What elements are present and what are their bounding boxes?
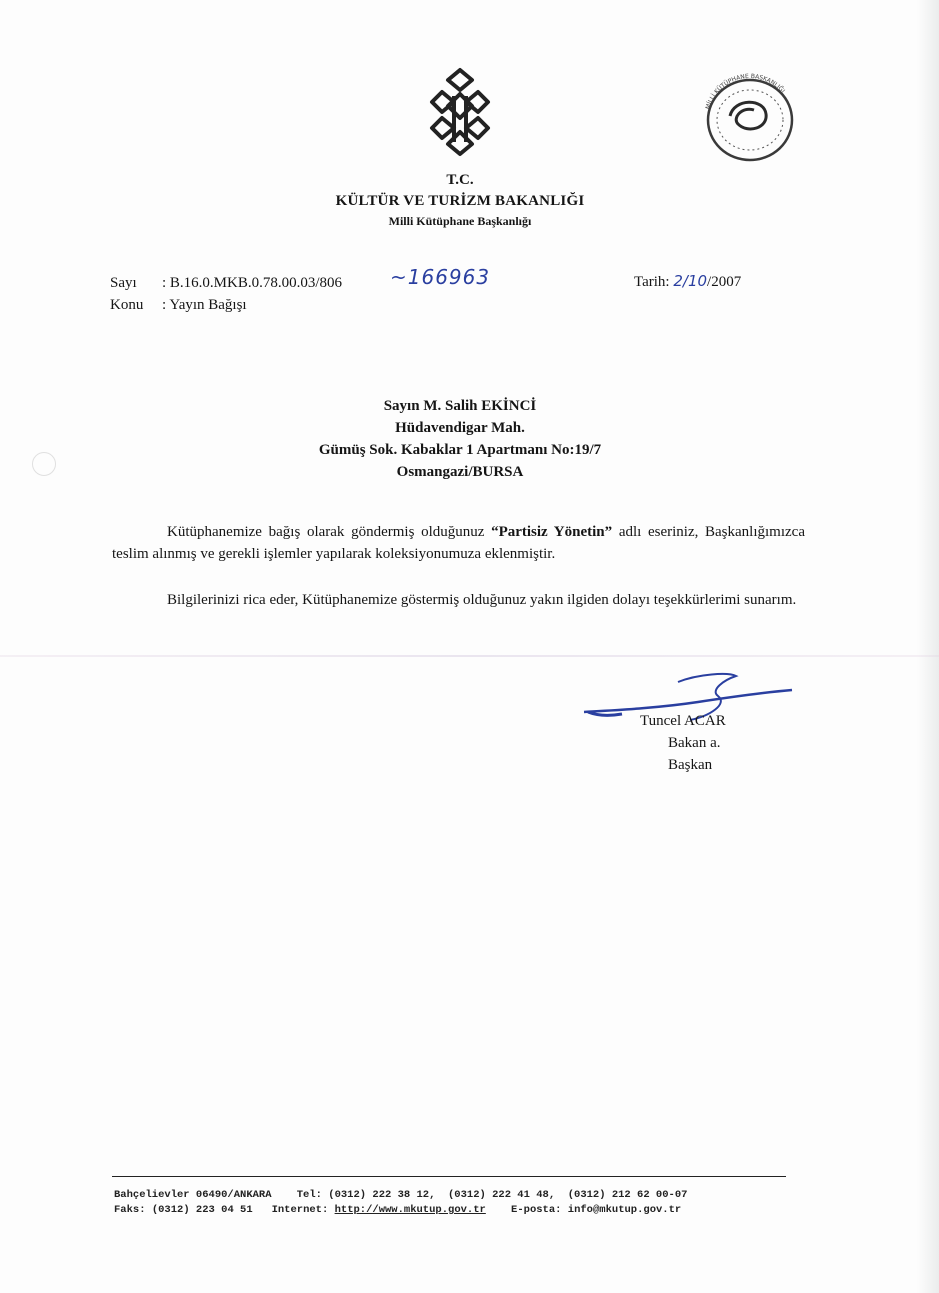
footer-divider bbox=[112, 1176, 786, 1177]
body-paragraph-2: Bilgilerinizi rica eder, Kütüphanemize göstermiş olduğunuz yakın ilgiden dolayı teşekkürlerimi sunarım. bbox=[167, 592, 797, 608]
tarih-label: Tarih: bbox=[634, 274, 670, 290]
footer-website-link[interactable]: http://www.mkutup.gov.tr bbox=[334, 1204, 486, 1216]
knot-emblem-icon bbox=[428, 66, 492, 158]
footer-tel-label: Tel: bbox=[296, 1189, 322, 1201]
footer-fax: (0312) 223 04 51 bbox=[151, 1204, 253, 1216]
library-seal-icon bbox=[694, 68, 804, 168]
footer-contact-line-2 bbox=[114, 1204, 681, 1216]
signatory-name: Tuncel ACAR bbox=[640, 713, 726, 729]
date-year: /2007 bbox=[707, 274, 742, 290]
footer-email[interactable]: info@mkutup.gov.tr bbox=[567, 1204, 682, 1216]
letterhead-tc: T.C. bbox=[446, 172, 474, 188]
recipient-name: Sayın M. Salih EKİNCİ bbox=[383, 398, 537, 414]
date-line bbox=[634, 272, 741, 291]
handwritten-day: 2 bbox=[673, 272, 683, 290]
body-text: adlı eseriniz, Başkanlığımızca teslim alınmış ve gerekli işlemler yapılarak koleksiyonumuza eklenmiştir. bbox=[112, 524, 805, 562]
svg-text:MİLLİ KÜTÜPHANE BAŞKANLIĞI: MİLLİ KÜTÜPHANE BAŞKANLIĞI bbox=[704, 72, 787, 111]
sayi-label: Sayı bbox=[110, 275, 137, 291]
footer-address: Bahçelievler 06490/ANKARA bbox=[114, 1189, 272, 1201]
signatory-role-1: Bakan a. bbox=[668, 735, 721, 751]
footer-internet-label: Internet: bbox=[271, 1204, 329, 1216]
subject-line bbox=[110, 297, 247, 314]
footer-fax-label: Faks: bbox=[114, 1204, 146, 1216]
ministry-title: KÜLTÜR VE TURİZM BAKANLIĞI bbox=[335, 193, 585, 209]
department-title: Milli Kütüphane Başkanlığı bbox=[388, 214, 532, 228]
body-paragraph-1 bbox=[112, 521, 805, 565]
recipient-address-1: Hüdavendigar Mah. bbox=[395, 420, 525, 436]
book-title: “Partisiz Yönetin” bbox=[491, 524, 613, 540]
signatory-role-2: Başkan bbox=[668, 757, 713, 773]
reference-number bbox=[110, 275, 342, 292]
footer-tel: (0312) 222 38 12, (0312) 222 41 48, (0312) 212 62 00-07 bbox=[328, 1189, 688, 1201]
handwritten-number: ~166963 bbox=[390, 265, 491, 289]
paper-fold bbox=[0, 655, 939, 657]
handwritten-month: /10 bbox=[682, 272, 708, 290]
recipient-city: Osmangazi/BURSA bbox=[396, 464, 524, 480]
footer-email-label: E-posta: bbox=[511, 1204, 562, 1216]
recipient-address-2: Gümüş Sok. Kabaklar 1 Apartmanı No:19/7 bbox=[318, 442, 602, 458]
konu-value: : Yayın Bağışı bbox=[162, 297, 247, 313]
footer-contact-line-1 bbox=[114, 1189, 687, 1201]
konu-label: Konu bbox=[110, 297, 144, 313]
body-text: Kütüphanemize bağış olarak göndermiş olduğunuz bbox=[167, 524, 492, 540]
scan-edge-shadow bbox=[917, 0, 939, 1293]
punch-hole-mark bbox=[32, 452, 56, 476]
sayi-value: : B.16.0.MKB.0.78.00.03/806 bbox=[162, 275, 343, 291]
